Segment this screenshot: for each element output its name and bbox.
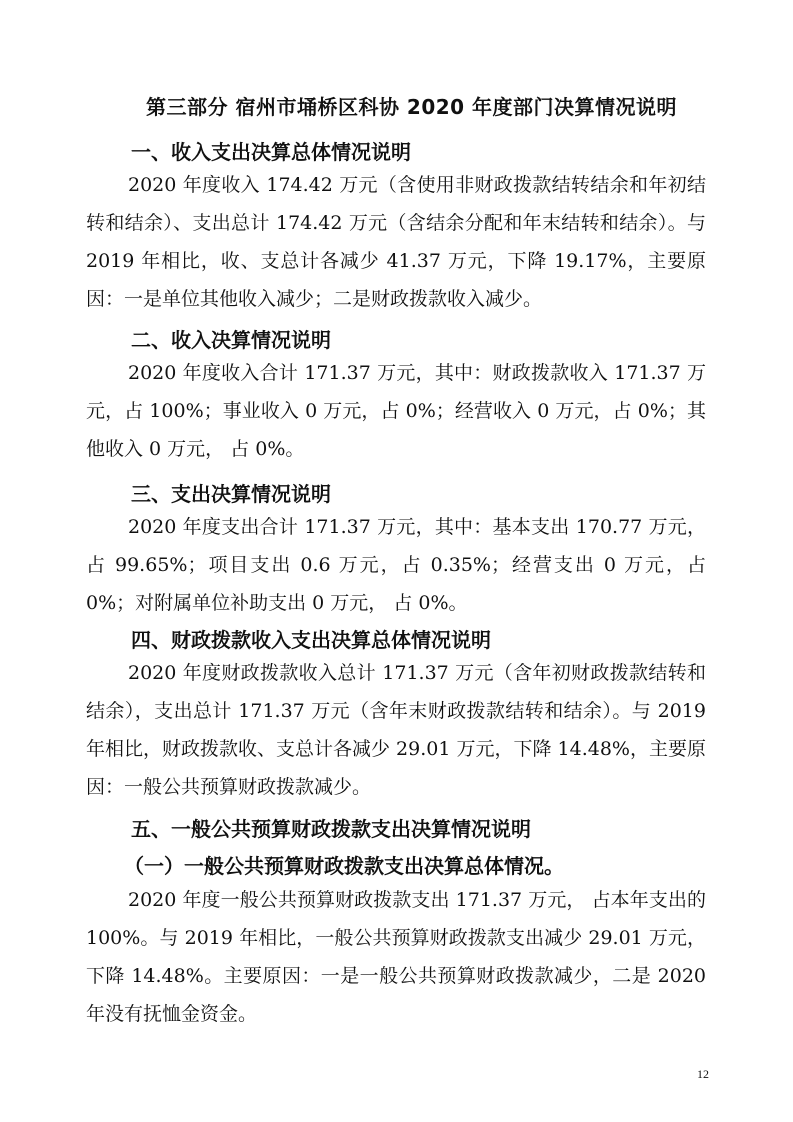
section-paragraph-4: 2020 年度财政拨款收入总计 171.37 万元（含年初财政拨款结转和结余），支出总计 171.37 万元（含年末财政拨款结转和结余）。与 2019 年相比，财政拨款收、支总计各减少 29.01 万元，下降 14.48%，主要原因：一般公共预算财政拨款减少。	[86, 662, 706, 798]
section-heading-2: 二、收入决算情况说明	[131, 328, 331, 352]
section-paragraph-2: 2020 年度收入合计 171.37 万元，其中：财政拨款收入 171.37 万元，占 100%；事业收入 0 万元，占 0%；经营收入 0 万元，占 0%；其他收入 0 万元， 占 0%。	[86, 362, 706, 460]
section-paragraph-3: 2020 年度支出合计 171.37 万元，其中：基本支出 170.77 万元，占 99.65%；项目支出 0.6 万元，占 0.35%；经营支出 0 万元，占 0%；对附属单位补助支出 0 万元， 占 0%。	[86, 516, 706, 614]
section-heading-1: 一、收入支出决算总体情况说明	[131, 140, 411, 164]
section-paragraph-5: 2020 年度一般公共预算财政拨款支出 171.37 万元， 占本年支出的 100%。与 2019 年相比，一般公共预算财政拨款支出减少 29.01 万元，下降 14.48%。主要原因：一是一般公共预算财政拨款减少，二是 2020 年没有抚恤金资金。	[86, 889, 706, 1025]
page-number: 12	[697, 1067, 709, 1081]
section-paragraph-1: 2020 年度收入 174.42 万元（含使用非财政拨款结转结余和年初结转和结余）、支出总计 174.42 万元（含结余分配和年末结转和结余）。与 2019 年相比，收、支总计各减少 41.37 万元，下降 19.17%，主要原因：一是单位其他收入减少；二是财政拨款收入减少。	[86, 174, 706, 310]
section-heading-5: 五、一般公共预算财政拨款支出决算情况说明	[131, 817, 531, 841]
document-title: 第三部分 宿州市埇桥区科协 2020 年度部门决算情况说明	[146, 95, 678, 119]
section-heading-3: 三、支出决算情况说明	[131, 482, 331, 506]
section-subheading-5-1: （一）一般公共预算财政拨款支出决算总体情况。	[124, 854, 564, 878]
section-heading-4: 四、财政拨款收入支出决算总体情况说明	[131, 628, 491, 652]
